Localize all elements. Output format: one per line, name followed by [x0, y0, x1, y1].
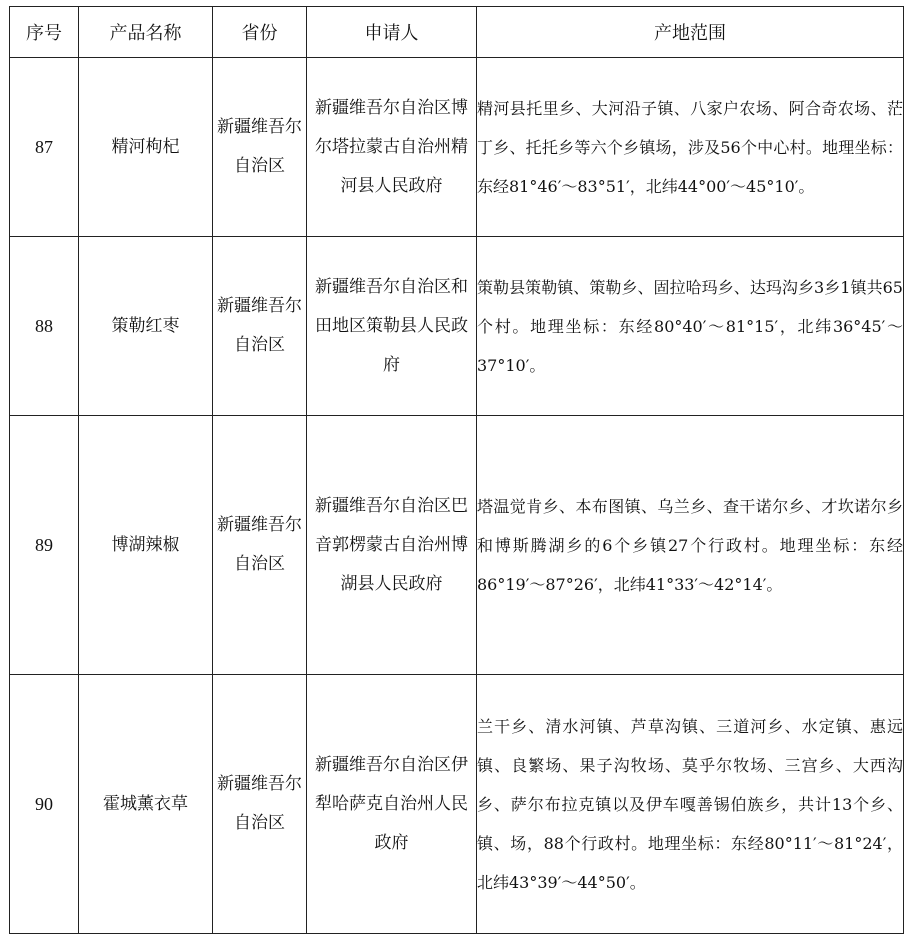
- table-row: [10, 675, 904, 934]
- cell-origin-range: 精河县托里乡、大河沿子镇、八家户农场、阿合奇农场、茫丁乡、托托乡等六个乡镇场，涉及56个中心村。地理坐标：东经81°46′～83°51′，北纬44°00′～45°10′。: [477, 58, 904, 237]
- table-row: [10, 58, 904, 237]
- header-product-name: 产品名称: [79, 7, 213, 58]
- header-seq: 序号: [10, 7, 79, 58]
- cell-applicant: 新疆维吾尔自治区巴音郭楞蒙古自治州博湖县人民政府: [307, 416, 477, 675]
- cell-applicant: 新疆维吾尔自治区博尔塔拉蒙古自治州精河县人民政府: [307, 58, 477, 237]
- cell-applicant: 新疆维吾尔自治区伊犁哈萨克自治州人民政府: [307, 675, 477, 934]
- cell-origin-range: 兰干乡、清水河镇、芦草沟镇、三道河乡、水定镇、惠远镇、良繁场、果子沟牧场、莫乎尔牧场、三宫乡、大西沟乡、萨尔布拉克镇以及伊车嘎善锡伯族乡，共计13个乡、镇、场，88个行政村。地理坐标：东经80°11′～81°24′，北纬43°39′～44°50′。: [477, 675, 904, 934]
- cell-product-name: 策勒红枣: [79, 237, 213, 416]
- cell-seq: 88: [10, 237, 79, 416]
- header-origin-range: 产地范围: [477, 7, 904, 58]
- cell-applicant: 新疆维吾尔自治区和田地区策勒县人民政府: [307, 237, 477, 416]
- cell-origin-range: 塔温觉肯乡、本布图镇、乌兰乡、查干诺尔乡、才坎诺尔乡和博斯腾湖乡的6个乡镇27个行政村。地理坐标：东经86°19′～87°26′，北纬41°33′～42°14′。: [477, 416, 904, 675]
- table-header-row: [10, 7, 904, 58]
- header-applicant: 申请人: [307, 7, 477, 58]
- cell-seq: 89: [10, 416, 79, 675]
- header-province: 省份: [213, 7, 307, 58]
- cell-seq: 90: [10, 675, 79, 934]
- table-row: [10, 237, 904, 416]
- cell-product-name: 霍城薰衣草: [79, 675, 213, 934]
- cell-province: 新疆维吾尔自治区: [213, 237, 307, 416]
- table-row: [10, 416, 904, 675]
- cell-province: 新疆维吾尔自治区: [213, 416, 307, 675]
- cell-province: 新疆维吾尔自治区: [213, 675, 307, 934]
- cell-product-name: 博湖辣椒: [79, 416, 213, 675]
- cell-product-name: 精河枸杞: [79, 58, 213, 237]
- cell-origin-range: 策勒县策勒镇、策勒乡、固拉哈玛乡、达玛沟乡3乡1镇共65个村。地理坐标：东经80°40′～81°15′，北纬36°45′～37°10′。: [477, 237, 904, 416]
- cell-province: 新疆维吾尔自治区: [213, 58, 307, 237]
- products-table: [9, 6, 904, 934]
- cell-seq: 87: [10, 58, 79, 237]
